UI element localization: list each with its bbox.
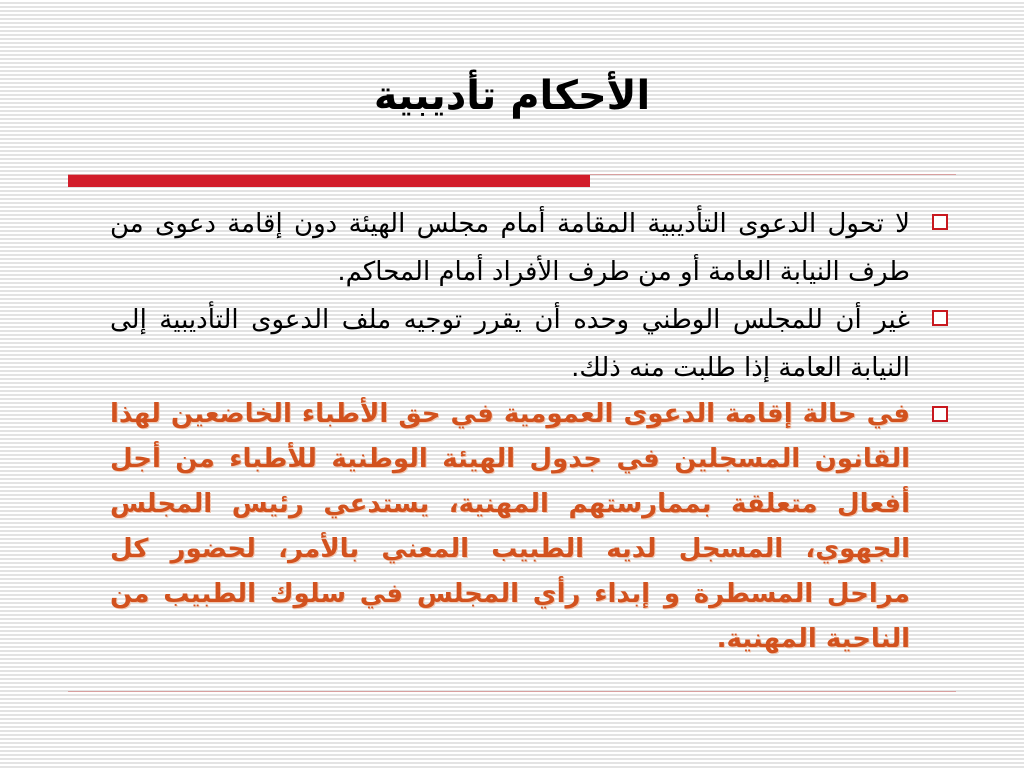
bullet-item-2 <box>110 296 956 392</box>
footer-divider-line <box>68 691 956 692</box>
square-bullet-icon <box>932 406 948 422</box>
bullet-text-2: غير أن للمجلس الوطني وحده أن يقرر توجيه ملف الدعوى التأديبية إلى النيابة العامة إذا طلبت منه ذلك. <box>110 305 910 383</box>
bullet-text-1: لا تحول الدعوى التأديبية المقامة أمام مجلس الهيئة دون إقامة دعوى من طرف النيابة العامة أو من طرف الأفراد أمام المحاكم. <box>110 209 910 287</box>
square-bullet-icon <box>932 214 948 230</box>
slide-title: الأحكام تأديبية <box>373 73 651 119</box>
square-bullet-icon <box>932 310 948 326</box>
bullet-item-3 <box>110 392 956 662</box>
bullet-text-3: في حالة إقامة الدعوى العمومية في حق الأطباء الخاضعين لهذا القانون المسجلين في جدول الهيئة الوطنية للأطباء من أجل أفعال متعلقة بممارستهم المهنية، يستدعي رئيس المجلس الجهوي، المسجل لديه الطبيب المعني بالأمر، لحضور كل مراحل المسطرة و إبداء رأي المجلس في سلوك الطبيب من الناحية المهنية. <box>110 399 910 654</box>
bullet-list <box>110 200 956 662</box>
title-accent-bar <box>68 175 590 187</box>
bullet-item-1 <box>110 200 956 296</box>
